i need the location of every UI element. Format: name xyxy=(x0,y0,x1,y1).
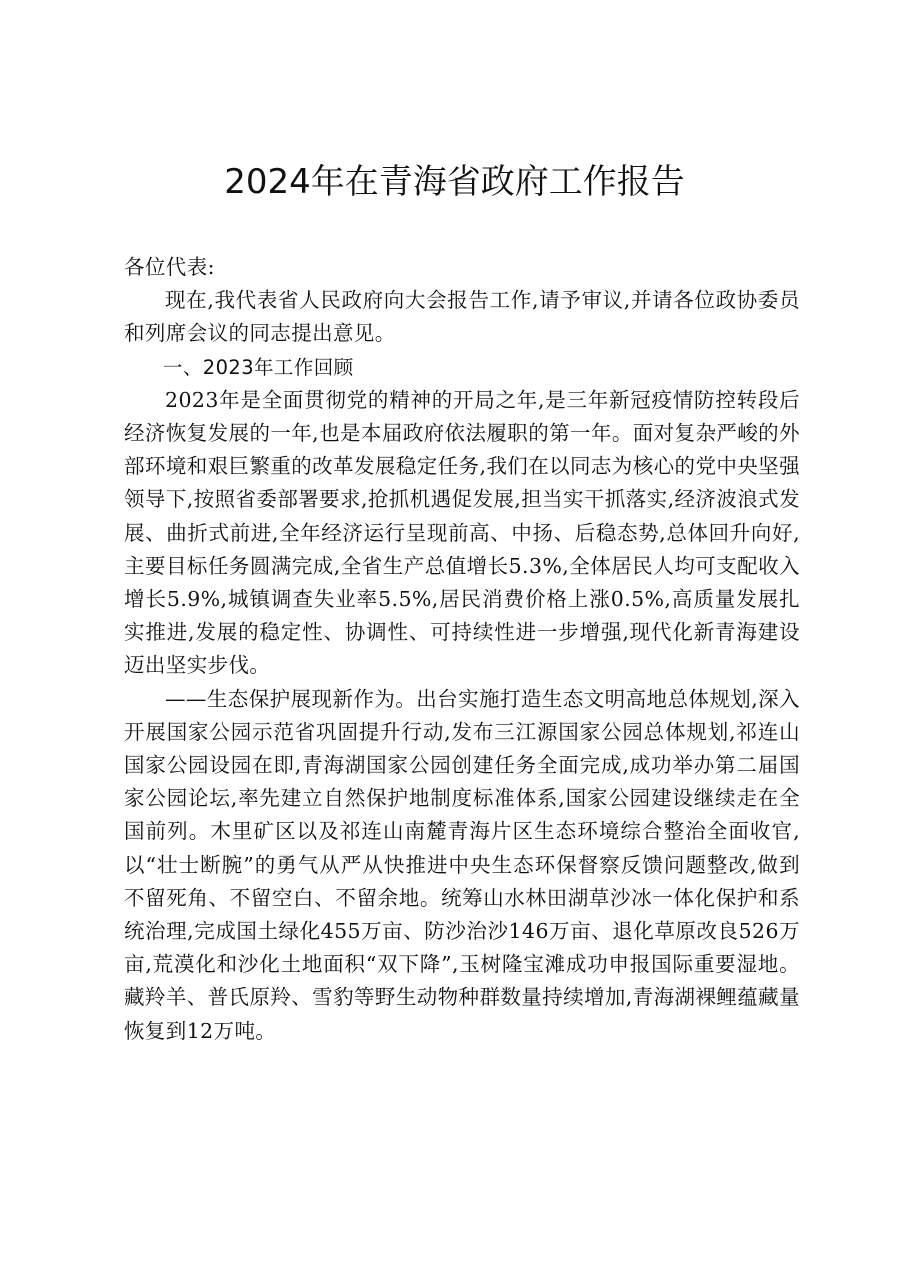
document-body xyxy=(124,251,800,1048)
document-title: 2024年在青海省政府工作报告 xyxy=(224,162,685,202)
salutation: 各位代表: xyxy=(124,255,215,279)
paragraph-overview: 2023年是全面贯彻党的精神的开局之年,是三年新冠疫情防控转段后经济恢复发展的一年,也是本届政府依法履职的第一年。面对复杂严峻的外部环境和艰巨繁重的改革发展稳定任务,我们在以同志为核心的党中央坚强领导下,按照省委部署要求,抢抓机遇促发展,担当实干抓落实,经济波浪式发展、曲折式前进,全年经济运行呈现前高、中扬、后稳态势,总体回升向好,主要目标任务圆满完成,全省生产总值增长5.3%,全体居民人均可支配收入增长5.9%,城镇调查失业率5.5%,居民消费价格上涨0.5%,高质量发展扎实推进,发展的稳定性、协调性、可持续性进一步增强,现代化新青海建设迈出坚实步伐。 xyxy=(124,387,800,678)
section-heading: 一、2023年工作回顾 xyxy=(163,355,354,379)
intro-paragraph: 现在,我代表省人民政府向大会报告工作,请予审议,并请各位政协委员和列席会议的同志提出意见。 xyxy=(124,288,800,346)
paragraph-ecology: ——生态保护展现新作为。出台实施打造生态文明高地总体规划,深入开展国家公园示范省巩固提升行动,发布三江源国家公园总体规划,祁连山国家公园设园在即,青海湖国家公园创建任务全面完成,成功举办第二届国家公园论坛,率先建立自然保护地制度标准体系,国家公园建设继续走在全国前列。木里矿区以及祁连山南麓青海片区生态环境综合整治全面收官,以“壮士断腕”的勇气从严从快推进中央生态环保督察反馈问题整改,做到不留死角、不留空白、不留余地。统筹山水林田湖草沙冰一体化保护和系统治理,完成国土绿化455万亩、防沙治沙146万亩、退化草原改良526万亩,荒漠化和沙化土地面积“双下降”,玉树隆宝滩成功申报国际重要湿地。藏羚羊、普氏原羚、雪豹等野生动物种群数量持续增加,青海湖裸鲤蕴藏量恢复到12万吨。 xyxy=(124,686,800,1043)
